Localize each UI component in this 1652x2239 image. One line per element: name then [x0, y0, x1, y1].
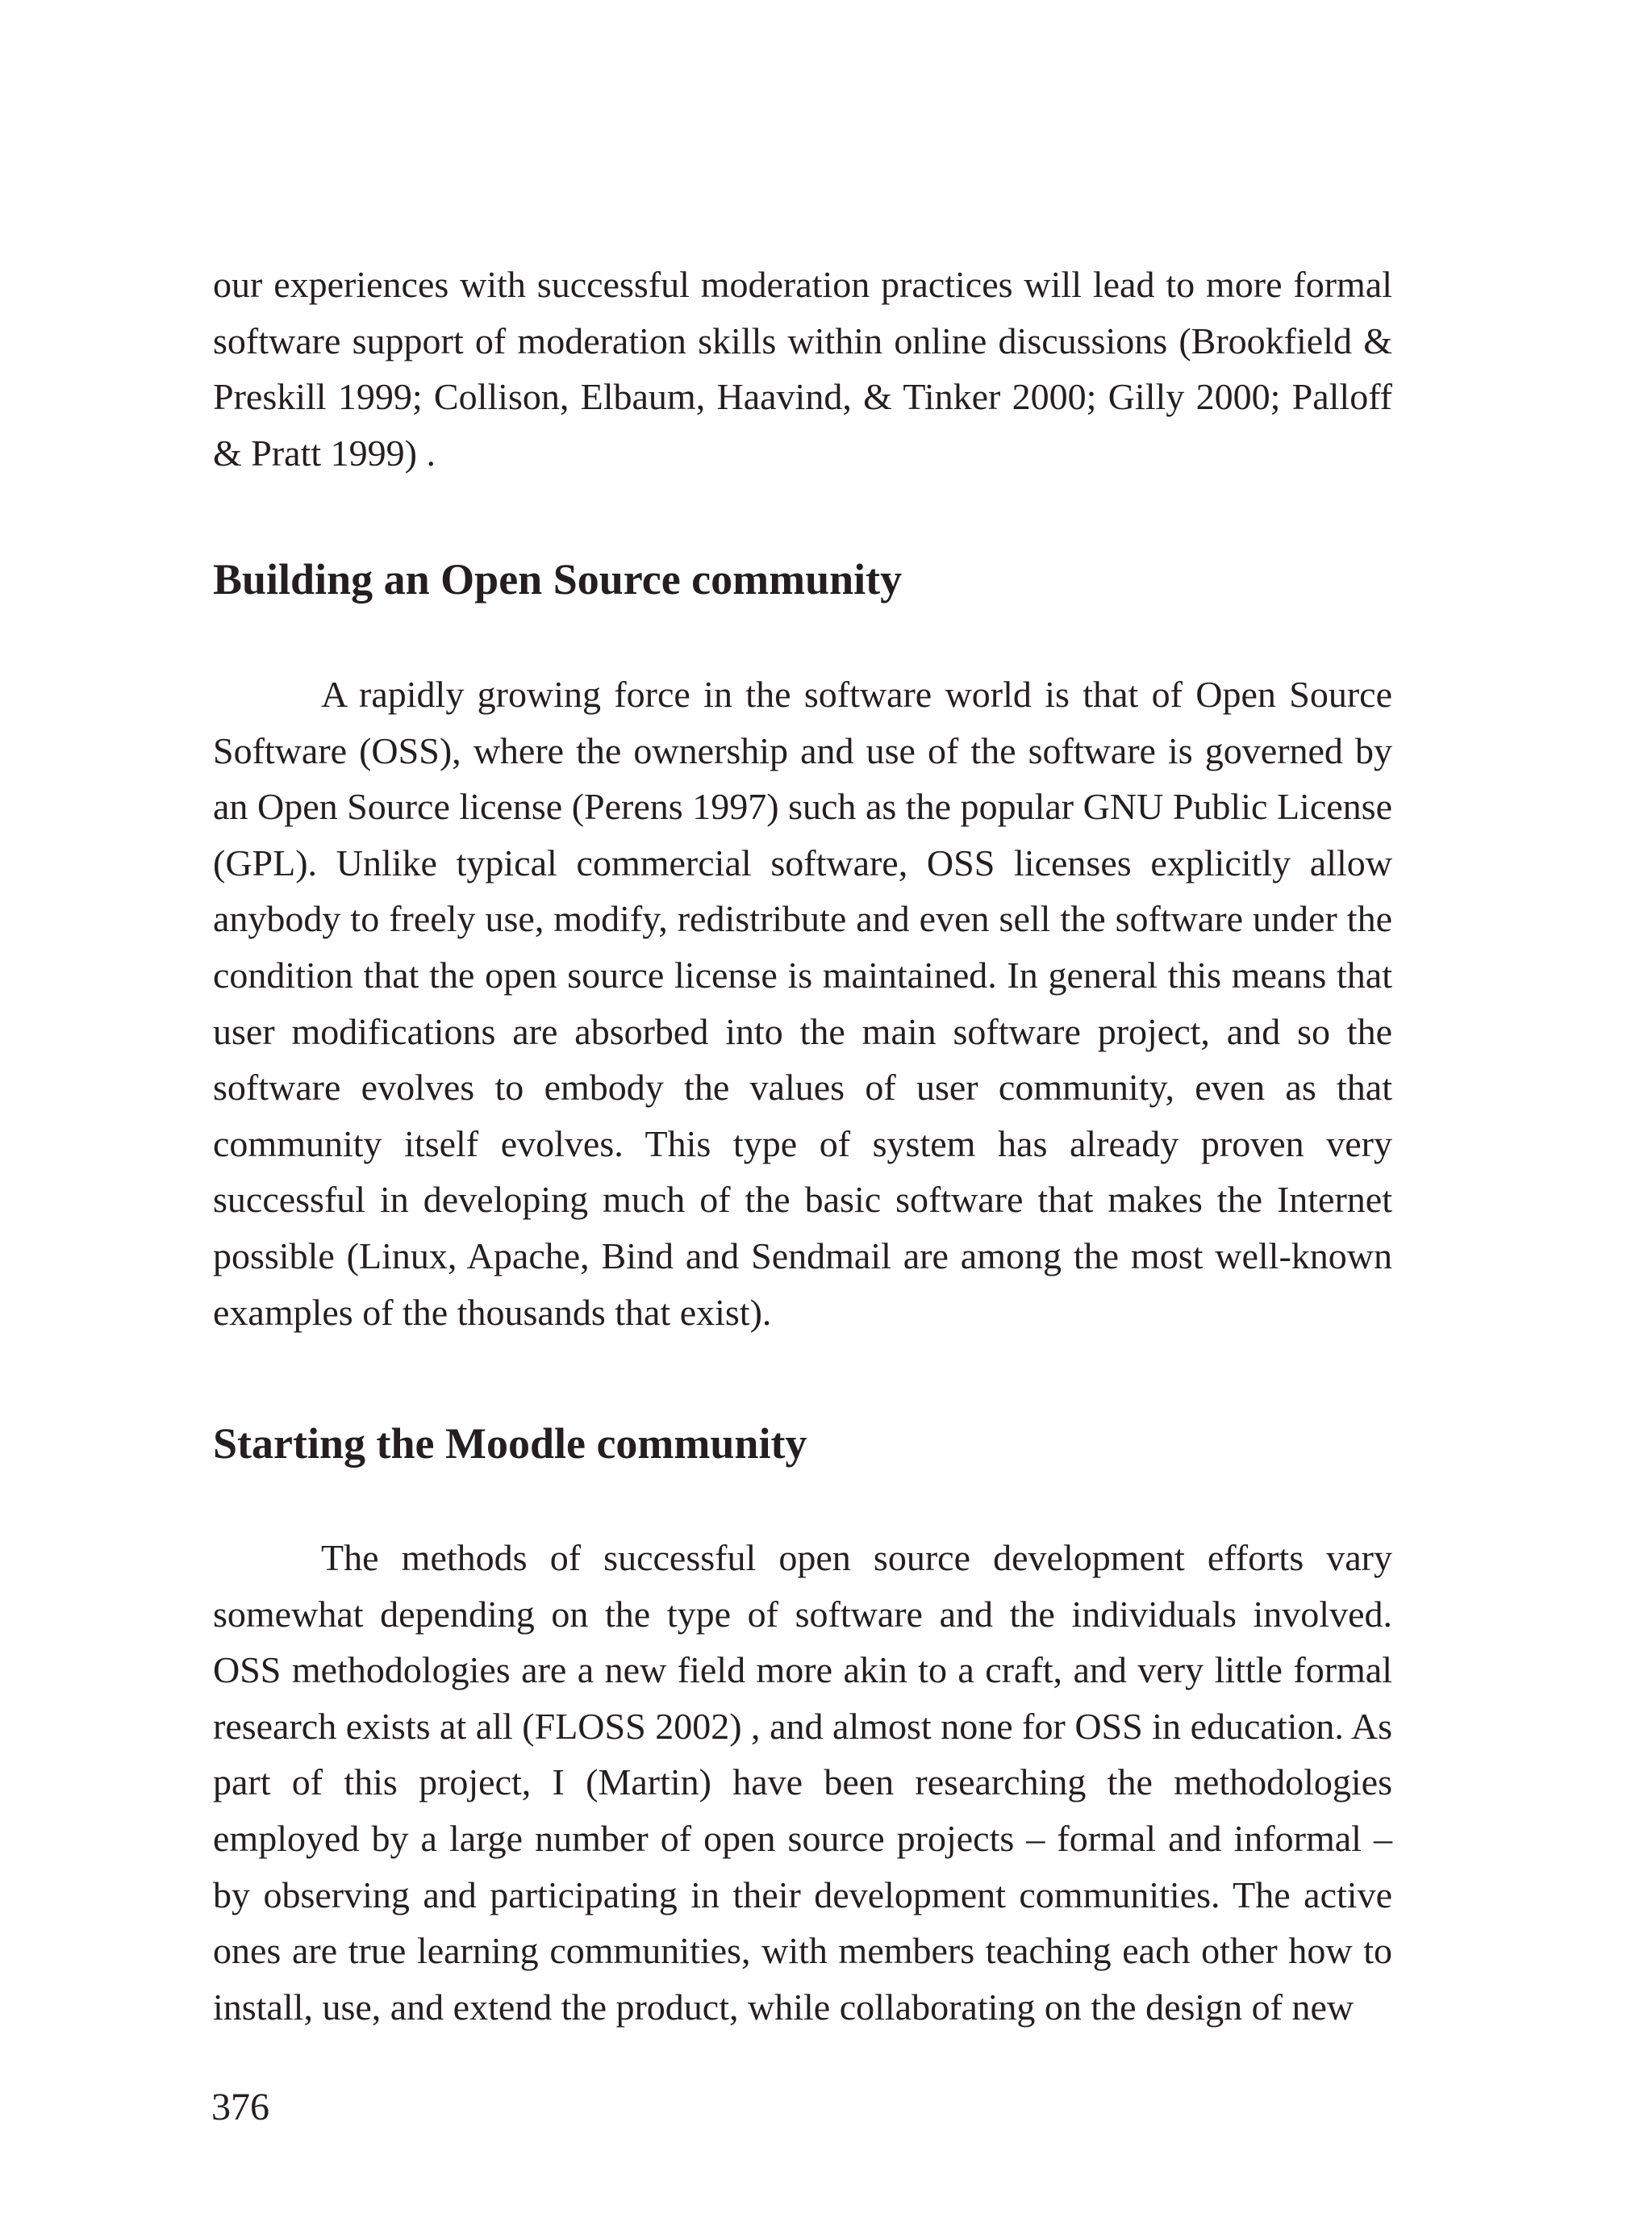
section-heading-moodle: Starting the Moodle community [213, 1419, 807, 1468]
paragraph-open-source: A rapidly growing force in the software world is that of Open Source Software (OSS), where the ownership and use of the software is governed by an Open Source license (Perens 1997) such as the popular GNU Public License (GPL). Unlike typical commercial software, OSS licenses explicitly allow anybody to freely use, modify, redistribute and even sell the software under the condition that the open source license is maintained. In general this means that user modifications are absorbed into the main software project, and so the software evolves to embody the values of user community, even as that community itself evolves. This type of system has already proven very successful in developing much of the basic software that makes the Internet possible (Linux, Apache, Bind and Sendmail are among the most well-known examples of the thousands that exist). [213, 674, 1392, 1333]
page-number: 376 [211, 2086, 269, 2128]
paragraph-intro-continued: our experiences with successful moderation practices will lead to more formal software support of moderation skills within online discussions (Brookfield & Preskill 1999; Collison, Elbaum, Haavind, & Tinker 2000; Gilly 2000; Palloff & Pratt 1999) . [213, 264, 1392, 474]
paragraph-moodle: The methods of successful open source development efforts vary somewhat depending on the type of software and the individuals involved. OSS methodologies are a new field more akin to a craft, and very little formal research exists at all (FLOSS 2002) , and almost none for OSS in education. As part of this project, I (Martin) have been researching the methodologies employed by a large number of open source projects – formal and informal – by observing and participating in their development communities. The active ones are true learning communities, with members teaching each other how to install, use, and extend the product, while collaborating on the design of new [213, 1537, 1392, 2028]
section-heading-open-source: Building an Open Source community [213, 555, 903, 604]
